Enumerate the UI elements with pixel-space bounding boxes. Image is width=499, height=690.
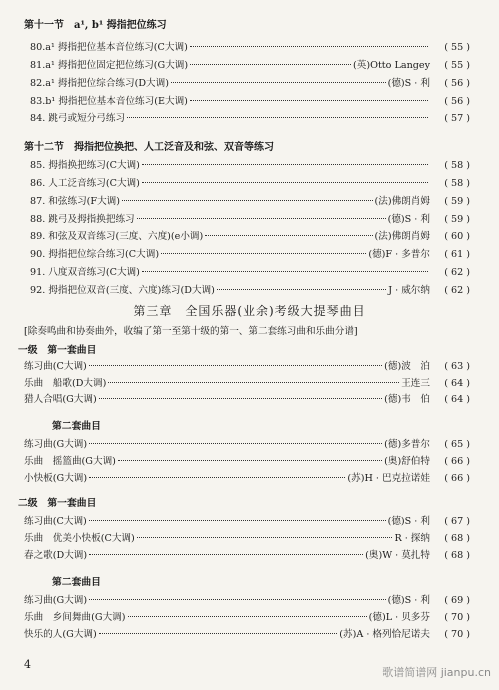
toc-entry [30,228,470,242]
entry-title: 90. 拇指把位综合练习(C大调) [30,249,160,260]
entry-page: ( 61 ) [444,249,470,260]
toc-entry [24,453,470,467]
entry-title: 乐曲 优美小快板(C大调) [24,533,135,544]
leader-dots [122,200,373,201]
leader-dots [89,599,385,600]
entry-author: (德)韦 伯 [384,394,430,405]
leader-dots [142,182,428,183]
entry-page: ( 58 ) [444,160,470,171]
entry-author: (法)佛朗肖姆 [374,196,430,207]
toc-entry [30,264,470,278]
entry-page: ( 62 ) [444,285,470,296]
entry-author: (英)Otto Langey [353,60,430,71]
entry-page: ( 68 ) [444,533,470,544]
toc-entry [24,530,470,544]
entry-page: ( 64 ) [444,378,470,389]
entry-title: 81.a¹ 拇指把位固定把位练习(G大调) [30,60,189,71]
entry-page: ( 56 ) [444,78,470,89]
entry-page: ( 62 ) [444,267,470,278]
toc-entry [24,547,470,561]
entry-title: 练习曲(G大调) [24,439,88,450]
toc-entry [30,57,470,71]
entry-page: ( 59 ) [444,196,470,207]
entry-title: 80.a¹ 拇指把位基本音位练习(C大调) [30,42,188,53]
leader-dots [127,117,428,118]
page-number: 4 [24,658,31,671]
entry-title: 91. 八度双音练习(C大调) [30,267,140,278]
entry-page: ( 70 ) [444,612,470,623]
leader-dots [89,477,345,478]
entry-title: 猎人合唱(G大调) [24,394,97,405]
entry-title: 练习曲(G大调) [24,595,88,606]
entry-page: ( 56 ) [444,96,470,107]
chapter-note: [除奏鸣曲和协奏曲外，收编了第一至第十级的第一、第二套练习曲和乐曲分谱] [24,326,358,337]
entry-page: ( 60 ) [444,231,470,242]
entry-title: 快乐的人(G大调) [24,629,97,640]
entry-title: 乐曲 乡间舞曲(G大调) [24,612,126,623]
level-1-heading: 一级 第一套曲目 [18,345,97,356]
toc-entry [24,626,470,640]
entry-title: 85. 拇指换把练习(C大调) [30,160,140,171]
entry-author: (德)L · 贝多芬 [368,612,430,623]
entry-page: ( 64 ) [444,394,470,405]
level-2-set-2-heading: 第二套曲目 [52,577,101,588]
entry-author: 王连三 [401,378,430,389]
toc-entry [30,193,470,207]
leader-dots [108,382,399,383]
leader-dots [137,218,386,219]
entry-title: 83.b¹ 拇指把位基本音位练习(E大调) [30,96,188,107]
entry-title: 小快板(G大调) [24,473,88,484]
entry-author: (德)S · 利 [387,516,430,527]
leader-dots [128,616,367,617]
toc-entry [24,513,470,527]
level-2-heading: 二级 第一套曲目 [18,498,97,509]
entry-author: (德)多普尔 [384,439,430,450]
toc-entry [30,93,470,107]
toc-entry [24,391,470,405]
toc-entry [30,175,470,189]
entry-title: 春之歌(D大调) [24,550,88,561]
leader-dots [190,46,428,47]
entry-author: (德)波 泊 [384,361,430,372]
entry-page: ( 69 ) [444,595,470,606]
entry-title: 87. 和弦练习(F大调) [30,196,121,207]
entry-author: (德)S · 利 [387,595,430,606]
leader-dots [89,554,363,555]
entry-title: 乐曲 船歌(D大调) [24,378,107,389]
entry-page: ( 67 ) [444,516,470,527]
entry-page: ( 70 ) [444,629,470,640]
entry-title: 89. 和弦及双音练习(三度、六度)(e小调) [30,231,204,242]
leader-dots [190,100,428,101]
watermark: 歌谱简谱网 jianpu.cn [382,666,491,679]
toc-entry [30,282,470,296]
leader-dots [205,235,372,236]
toc-entry [30,39,470,53]
entry-page: ( 58 ) [444,178,470,189]
leader-dots [137,537,393,538]
entry-author: R · 探纳 [394,533,430,544]
leader-dots [99,633,338,634]
leader-dots [89,520,386,521]
toc-entry [24,609,470,623]
entry-page: ( 55 ) [444,42,470,53]
leader-dots [89,443,382,444]
toc-entry [30,157,470,171]
toc-entry [30,110,470,124]
entry-author: J · 威尔纳 [388,285,430,296]
entry-page: ( 57 ) [444,113,470,124]
entry-title: 练习曲(C大调) [24,516,87,527]
leader-dots [89,365,382,366]
toc-entry [24,436,470,450]
toc-entry [24,358,470,372]
entry-author: (法)佛朗肖姆 [374,231,430,242]
entry-author: (德)F · 多普尔 [368,249,430,260]
section-12-title: 第十二节 拇指把位换把、人工泛音及和弦、双音等练习 [24,142,274,153]
leader-dots [190,64,351,65]
entry-title: 84. 跳弓或短分弓练习 [30,113,126,124]
entry-page: ( 66 ) [444,456,470,467]
entry-author: (苏)H · 巴克拉诺娃 [347,473,430,484]
chapter-title: 第三章 全国乐器(业余)考级大提琴曲目 [133,304,366,318]
entry-page: ( 59 ) [444,214,470,225]
entry-title: 82.a¹ 拇指把位综合练习(D大调) [30,78,169,89]
leader-dots [99,398,382,399]
entry-page: ( 55 ) [444,60,470,71]
leader-dots [142,271,428,272]
entry-page: ( 66 ) [444,473,470,484]
toc-entry [30,75,470,89]
toc-entry [24,592,470,606]
entry-author: (苏)A · 格列恰尼诺夫 [339,629,430,640]
entry-author: (德)S · 利 [387,78,430,89]
level-1-set-2-heading: 第二套曲目 [52,421,101,432]
entry-title: 练习曲(C大调) [24,361,87,372]
entry-title: 92. 拇指把位双音(三度、六度)练习(D大调) [30,285,215,296]
toc-entry [30,246,470,260]
entry-author: (奥)W · 莫扎特 [365,550,430,561]
entry-author: (德)S · 利 [387,214,430,225]
entry-title: 86. 人工泛音练习(C大调) [30,178,140,189]
leader-dots [142,164,428,165]
entry-title: 88. 跳弓及拇指换把练习 [30,214,135,225]
entry-page: ( 63 ) [444,361,470,372]
entry-page: ( 68 ) [444,550,470,561]
leader-dots [171,82,386,83]
leader-dots [161,253,366,254]
leader-dots [217,289,386,290]
entry-page: ( 65 ) [444,439,470,450]
leader-dots [118,460,382,461]
section-11-title: 第十一节 a¹, b¹ 拇指把位练习 [24,20,167,31]
entry-author: (奥)舒伯特 [384,456,430,467]
entry-title: 乐曲 摇篮曲(G大调) [24,456,116,467]
toc-entry [24,375,470,389]
toc-entry [30,211,470,225]
toc-entry [24,470,470,484]
